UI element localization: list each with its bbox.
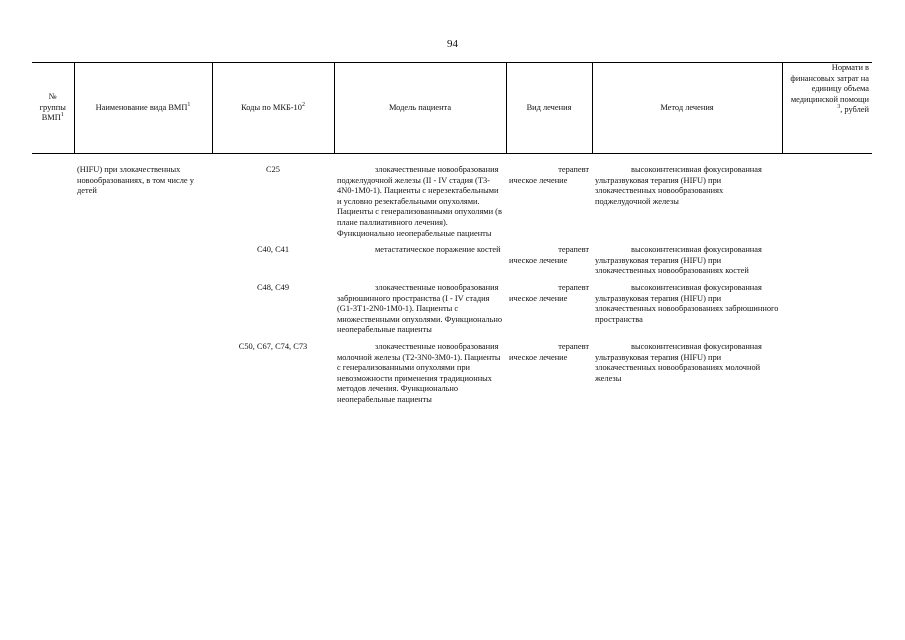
method-cell: высокоинтенсивная фокусированная ультразвуковая терапия (HIFU) при злокачественных новообразованиях молочной железы (595, 341, 762, 383)
group-cell (32, 342, 74, 412)
treatment-cell: терапевт ическое лечение (509, 341, 589, 362)
treatment-cell: терапевт ическое лечение (509, 165, 589, 185)
table-header-row (32, 63, 872, 154)
code-cell: C40, C41 (256, 245, 290, 255)
header-group: № группы ВМП$^1$ (32, 63, 74, 154)
model-cell: метастатическое поражение костей (375, 245, 501, 255)
finance-cell (782, 283, 872, 342)
model-cell: злокачественные новообразования молочной железы (T2-3N0-3M0-1). Пациенты с генерализованными опухолями при невозможности применения традиционных методов лечения. Функционально неоперабельные пациенты (337, 341, 501, 404)
method-cell: высокоинтенсивная фокусированная ультразвуковая терапия (HIFU) при злокачественных новообразованиях поджелудочной железы (595, 165, 762, 206)
header-finance: Нормати в финансовых затрат на единицу объема медицинской помощи $^3$, рублей (782, 63, 872, 154)
method-cell: высокоинтенсивная фокусированная ультразвуковая терапия (HIFU) при злокачественных новообразованиях забрюшинного пространства (595, 282, 779, 324)
header-model: Модель пациента (334, 63, 506, 154)
group-cell (32, 154, 74, 246)
vmp-table (32, 62, 872, 411)
method-cell: высокоинтенсивная фокусированная ультразвуковая терапия (HIFU) при злокачественных новообразованиях костей (595, 245, 762, 276)
code-cell: C25 (266, 165, 280, 174)
model-cell: злокачественные новообразования забрюшинного пространства (I - IV стадия (G1-3T1-2N0-1M0-1). Пациенты с множественными опухолями. Функционально неоперабельные пациенты (337, 282, 503, 335)
header-codes: Коды по МКБ-$10^2$ (212, 63, 334, 154)
name-cell: (HIFU) при злокачественных новообразованиях, в том числе у детей (77, 165, 194, 196)
treatment-cell: терапевт ическое лечение (509, 282, 589, 303)
group-cell (32, 283, 74, 342)
code-cell: C48, C49 (256, 282, 290, 292)
finance-cell (782, 342, 872, 412)
group-cell (32, 245, 74, 283)
model-cell: злокачественные новообразования поджелудочной железы (II - IV стадия (T3-4N0-1M0-1). Пациенты с нерезектабельными и условно резектабельными опухолями. Пациенты с генерализованными опухолями (в плане паллиативного лечения). Функционально неоперабельные пациенты (337, 165, 502, 238)
header-treatment: Вид лечения (506, 63, 592, 154)
treatment-cell: терапевт ическое лечение (509, 245, 589, 265)
table-row (32, 154, 872, 246)
finance-cell (782, 245, 872, 283)
code-cell: C50, C67, C74, C73 (238, 341, 308, 351)
page-number: 94 (447, 38, 458, 50)
header-name: Наименование вида ВМП$^1$ (74, 63, 212, 154)
header-method: Метод лечения (592, 63, 782, 154)
finance-cell (782, 154, 872, 246)
